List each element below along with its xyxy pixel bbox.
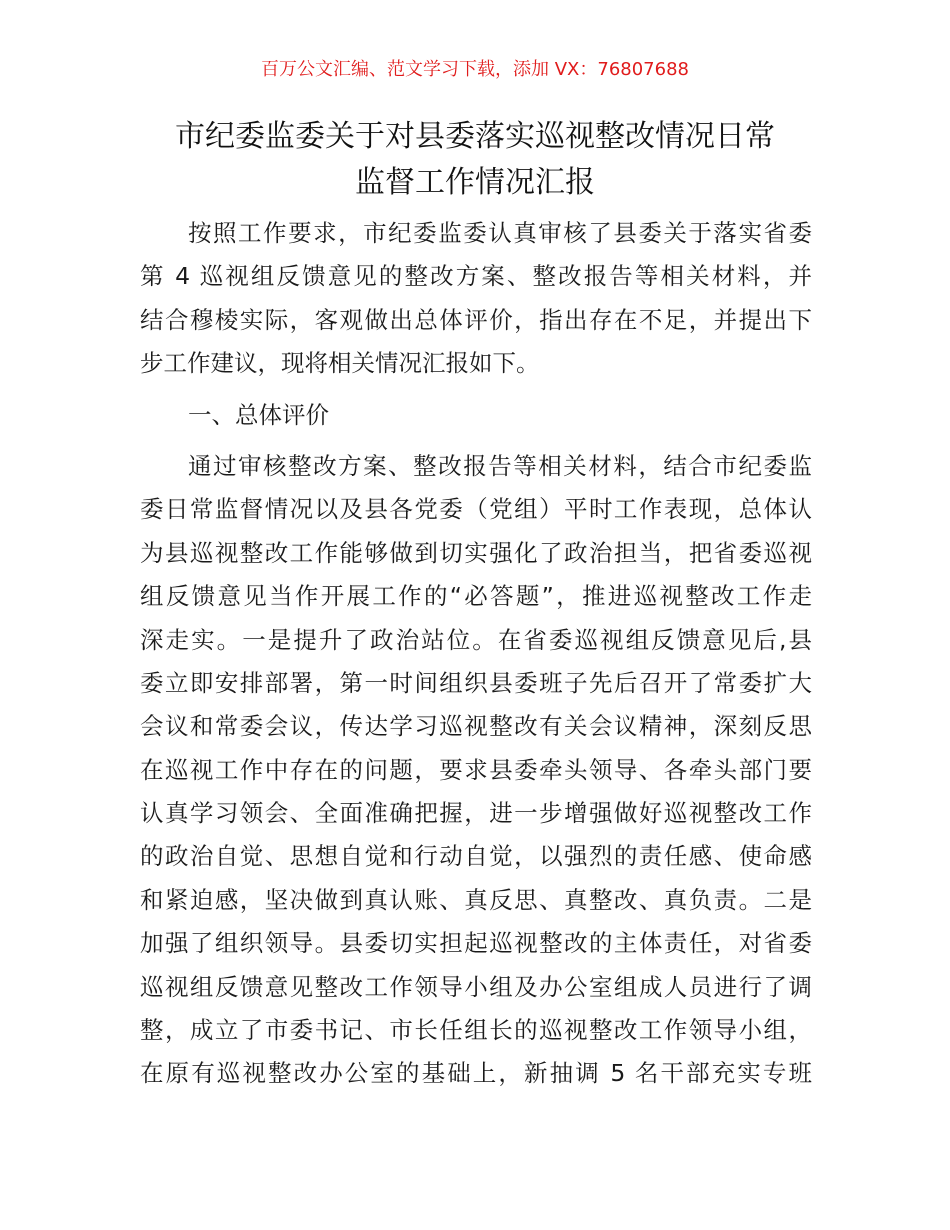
text-line: 委立即安排部署，第一时间组织县委班子先后召开了常委扩大 <box>140 668 812 697</box>
text-line: 委日常监督情况以及县各党委（党组）平时工作表现，总体认 <box>140 495 812 524</box>
text-line: 组反馈意见当作开展工作的“必答题”，推进巡视整改工作走 <box>140 582 812 611</box>
watermark-banner: 百万公文汇编、范文学习下载，添加 VX：76807688 <box>261 59 689 80</box>
paragraph-evaluation <box>140 445 812 1096</box>
text-line: 为县巡视整改工作能够做到切实强化了政治担当，把省委巡视 <box>140 538 812 567</box>
text-line: 结合穆棱实际，客观做出总体评价，指出存在不足，并提出下 <box>140 305 812 334</box>
text-line: 深走实。一是提升了政治站位。在省委巡视组反馈意见后,县 <box>140 625 812 654</box>
text-line: 通过审核整改方案、整改报告等相关材料，结合市纪委监 <box>188 451 812 480</box>
text-line: 加强了组织领导。县委切实担起巡视整改的主体责任，对省委 <box>140 929 812 958</box>
text-line: 第 4 巡视组反馈意见的整改方案、整改报告等相关材料，并 <box>140 262 812 291</box>
paragraph-intro <box>140 212 812 386</box>
text-line: 在巡视工作中存在的问题，要求县委牵头领导、各牵头部门要 <box>140 755 812 784</box>
heading-line: 一、总体评价 <box>188 400 329 429</box>
text-line: 在原有巡视整改办公室的基础上，新抽调 5 名干部充实专班 <box>140 1059 812 1088</box>
document-body <box>140 212 812 1096</box>
text-line: 按照工作要求，市纪委监委认真审核了县委关于落实省委 <box>188 219 812 247</box>
text-line: 步工作建议，现将相关情况汇报如下。 <box>140 349 540 378</box>
text-line: 的政治自觉、思想自觉和行动自觉，以强烈的责任感、使命感 <box>140 842 812 871</box>
text-line: 整，成立了市委书记、市长任组长的巡视整改工作领导小组， <box>140 1016 812 1045</box>
text-line: 和紧迫感，坚决做到真认账、真反思、真整改、真负责。二是 <box>140 885 812 914</box>
text-line: 巡视组反馈意见整改工作领导小组及办公室组成人员进行了调 <box>140 972 812 1001</box>
title-line: 市纪委监委关于对县委落实巡视整改情况日常 <box>175 119 775 154</box>
title-line: 监督工作情况汇报 <box>355 165 595 200</box>
section-heading <box>140 394 812 437</box>
text-line: 认真学习领会、全面准确把握，进一步增强做好巡视整改工作 <box>140 799 812 828</box>
text-line: 会议和常委会议，传达学习巡视整改有关会议精神，深刻反思 <box>140 712 812 741</box>
document-title <box>60 114 890 206</box>
